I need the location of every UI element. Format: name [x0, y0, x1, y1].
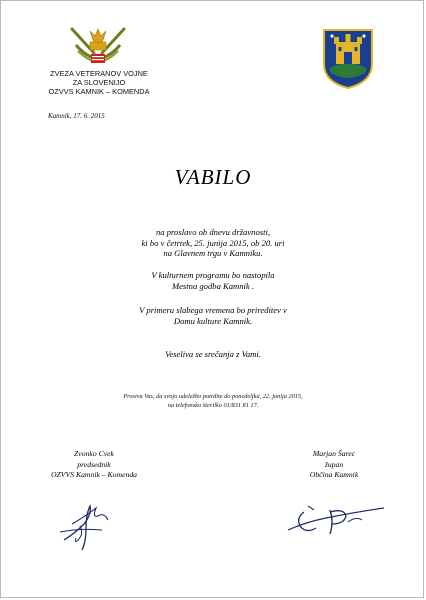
signatory-org: OZVVS Kamnik – Komenda [50, 470, 138, 479]
body-line: V kulturnem programu bo nastopila [151, 270, 275, 280]
closing-line: Veseliva se srečanja z Vami. [165, 349, 261, 359]
document-title: VABILO [174, 165, 252, 189]
veterans-emblem-icon [68, 23, 128, 69]
organization-line: OZVVS KAMNIK – KOMENDA [48, 87, 150, 96]
body-line: na proslavo ob dnevu državnosti, [155, 227, 271, 237]
signatory-name: Zvonko Cvek [74, 449, 114, 458]
program-paragraph [1, 270, 424, 291]
invitation-details [1, 227, 424, 259]
signatory-role: župan [324, 459, 344, 469]
signatory-name: Marjan Šarec [312, 449, 356, 458]
kamnik-crest-icon [322, 28, 374, 90]
signatory-role: predsednik [77, 459, 111, 469]
dateline: Kamnik, 17. 6. 2015 [48, 112, 105, 120]
organization-name [29, 69, 169, 96]
organization-line: ZVEZA VETERANOV VOJNE [50, 69, 148, 78]
body-line: Domu kulture Kamnik. [173, 315, 253, 326]
right-signature-icon [286, 498, 386, 538]
note-line: Prosiva Vas, da svojo udeležbo potrdite do ponedeljka, 22. junija 2015, [123, 393, 303, 400]
body-line: ki bo v četrtek, 25. junija 2015, ob 20. uri [141, 237, 285, 248]
right-signatory [264, 449, 404, 481]
left-signature-icon [56, 494, 116, 552]
body-line: Mestna godba Kamnik . [171, 280, 255, 291]
signatory-org: Občina Kamnik [309, 470, 359, 479]
body-line: V primeru slabega vremena bo prireditev v [139, 305, 287, 315]
rsvp-note [1, 392, 424, 410]
organization-line: ZA SLOVENIJO [72, 78, 126, 87]
weather-paragraph [1, 305, 424, 326]
left-signatory [24, 449, 164, 481]
note-line: na telefonsko številko 01/831 81 17. [167, 402, 259, 409]
body-line: na Glavnem trgu v Kamniku. [163, 248, 263, 259]
